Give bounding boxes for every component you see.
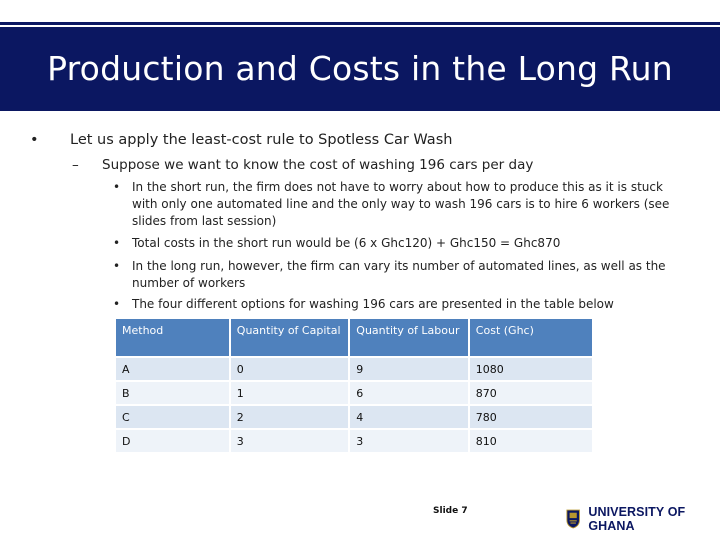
table-cell: B [116,382,229,404]
table-row [116,358,592,380]
bullet-text: In the long run, however, the firm can vary its number of automated lines, as well as the number of workers [132,259,666,290]
bullet-mark: • [113,180,121,194]
table-cell: 4 [350,406,468,428]
table-row [116,406,592,428]
crest-icon [566,508,580,530]
bullet-text: Suppose we want to know the cost of washing 196 cars per day [102,157,534,173]
table-cell: A [116,358,229,380]
bullet-mark: • [113,236,121,250]
column-header-method: Method [116,319,229,356]
column-header-capital: Quantity of Capital [231,319,349,356]
table-cell: 1 [231,382,349,404]
logo-text: UNIVERSITY OF GHANA [588,505,686,533]
table-cell: 1080 [470,358,592,380]
slide-number: Slide 7 [433,506,468,516]
table-row [116,382,592,404]
table-cell: D [116,430,229,452]
university-logo [566,505,720,533]
table-cell: 870 [470,382,592,404]
bullet-mark: • [30,132,39,148]
bullet-text: In the short run, the firm does not have to worry about how to produce this as it is stuck with only one automated line and the only way to wash 196 cars is to hire 6 workers (see slides from last session) [132,180,670,228]
table-cell: 810 [470,430,592,452]
page-title: Production and Costs in the Long Run [47,49,673,88]
bullet-level3 [113,235,683,252]
table-cell: 780 [470,406,592,428]
bullet-text: Let us apply the least-cost rule to Spotless Car Wash [70,132,453,148]
cost-table [114,317,594,454]
bullet-text: Total costs in the short run would be (6 x Ghc120) + Ghc150 = Ghc870 [132,236,561,250]
column-header-cost: Cost (Ghc) [470,319,592,356]
title-bar [0,22,720,113]
table-cell: 0 [231,358,349,380]
bullet-text: The four different options for washing 196 cars are presented in the table below [132,297,614,311]
table-cell: C [116,406,229,428]
dash-mark: – [72,157,79,173]
bullet-level3 [113,179,683,230]
table-cell: 3 [350,430,468,452]
table-header-row [116,319,592,356]
table-row [116,430,592,452]
bullet-level3 [113,296,683,313]
table-cell: 3 [231,430,349,452]
bullet-mark: • [113,259,121,273]
table-cell: 2 [231,406,349,428]
column-header-labour: Quantity of Labour [350,319,468,356]
bullet-level3 [113,258,683,292]
table-cell: 9 [350,358,468,380]
table-cell: 6 [350,382,468,404]
bullet-mark: • [113,297,121,311]
